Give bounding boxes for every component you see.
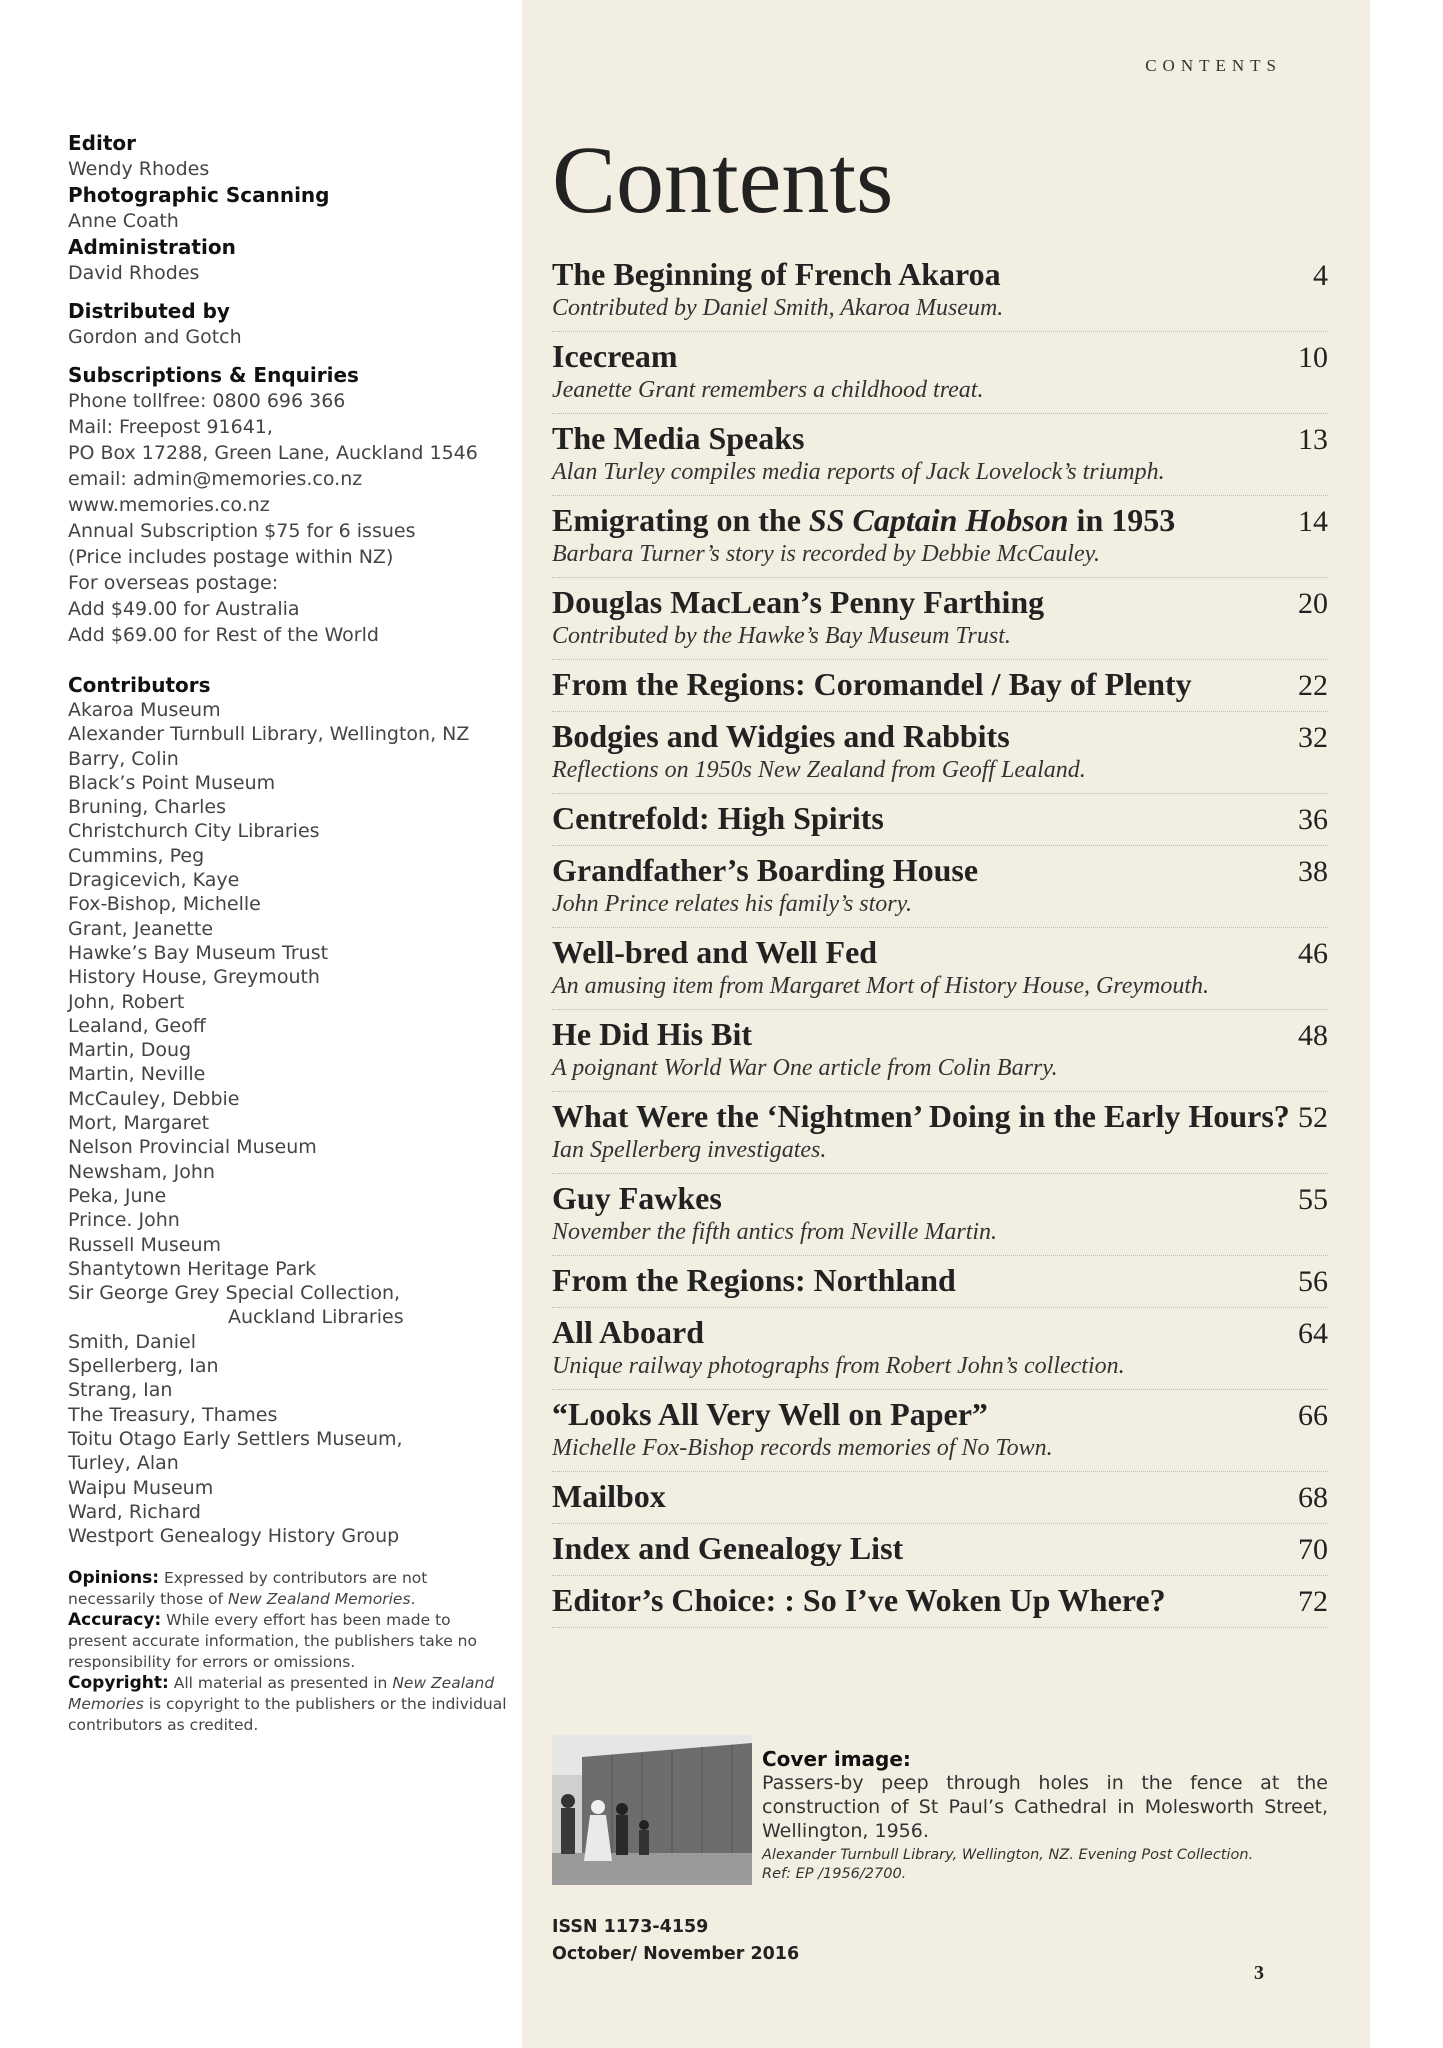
cover-credit-line-2: Ref: EP /1956/2700. <box>762 1866 907 1882</box>
toc-entry-title: From the Regions: Northland <box>552 1262 956 1298</box>
masthead-block <box>68 362 508 648</box>
toc-entry-subtitle: A poignant World War One article from Colin Barry. <box>552 1055 1058 1081</box>
masthead-block <box>68 182 508 234</box>
toc-entry-head <box>552 1478 1328 1515</box>
toc-entry-subtitle: Contributed by the Hawke’s Bay Museum Trust. <box>552 623 1011 649</box>
masthead-label: Administration <box>68 235 236 259</box>
toc-entry-subtitle: Ian Spellerberg investigates. <box>552 1137 827 1163</box>
toc-entry-title <box>552 502 1175 538</box>
disclaimer <box>68 1568 508 1736</box>
toc-entry-subtitle: John Prince relates his family’s story. <box>552 891 912 917</box>
toc-entry[interactable] <box>552 794 1328 846</box>
contributor-name: Cummins, Peg <box>68 844 205 867</box>
toc-entry-head <box>552 1016 1328 1053</box>
contributor-name: Barry, Colin <box>68 747 179 770</box>
contributor-name: Ward, Richard <box>68 1500 201 1523</box>
contributor-name: History House, Greymouth <box>68 966 320 989</box>
copyright-text-1: All material as presented in <box>168 1674 393 1693</box>
table-of-contents <box>552 250 1328 1628</box>
toc-title-part: in 1953 <box>1068 502 1176 538</box>
masthead-line: (Price includes postage within NZ) <box>68 546 394 568</box>
toc-entry-title: The Media Speaks <box>552 420 805 456</box>
toc-entry-head <box>552 420 1328 457</box>
toc-entry-page: 46 <box>1298 937 1328 970</box>
masthead-block <box>68 298 508 350</box>
opinions-text-2: . <box>410 1590 416 1609</box>
toc-entry[interactable] <box>552 414 1328 496</box>
toc-entry[interactable] <box>552 332 1328 414</box>
toc-entry[interactable] <box>552 928 1328 1010</box>
contributor-name: Bruning, Charles <box>68 796 227 819</box>
toc-entry-head <box>552 852 1328 889</box>
issue-date: October/ November 2016 <box>552 1944 800 1964</box>
toc-entry-title: The Beginning of French Akaroa <box>552 256 1001 292</box>
masthead-line: Gordon and Gotch <box>68 326 242 348</box>
cover-caption: Passers-by peep through holes in the fence at the construction of St Paul’s Cathedral in Molesworth Street, Wellington, 1956. <box>762 1772 1328 1842</box>
masthead-line: PO Box 17288, Green Lane, Auckland 1546 <box>68 442 478 464</box>
cover-image-block <box>552 1735 1328 1885</box>
contributor-name: Dragicevich, Kaye <box>68 869 240 892</box>
toc-entry-title: Douglas MacLean’s Penny Farthing <box>552 584 1045 620</box>
toc-entry-head <box>552 934 1328 971</box>
toc-entry-head <box>552 718 1328 755</box>
contributor-name: Toitu Otago Early Settlers Museum, <box>68 1427 403 1450</box>
toc-entry[interactable] <box>552 1576 1328 1628</box>
toc-entry-page: 72 <box>1298 1585 1328 1618</box>
toc-entry-title: From the Regions: Coromandel / Bay of Plenty <box>552 666 1192 702</box>
toc-entry-title: Mailbox <box>552 1478 666 1514</box>
contributor-name: Mort, Margaret <box>68 1112 210 1135</box>
toc-entry[interactable] <box>552 1308 1328 1390</box>
masthead-line: David Rhodes <box>68 262 200 284</box>
toc-entry-page: 36 <box>1298 803 1328 836</box>
toc-entry-page: 13 <box>1298 423 1328 456</box>
contributor-name: Christchurch City Libraries <box>68 820 320 843</box>
cover-caption-block <box>762 1747 1328 1884</box>
cover-credit <box>762 1846 1328 1884</box>
toc-entry-title: What Were the ‘Nightmen’ Doing in the Early Hours? <box>552 1098 1290 1134</box>
toc-entry-head <box>552 1396 1328 1433</box>
accuracy-text: While every effort has been made to present accurate information, the publishers take no responsibility for errors or omissions. <box>68 1611 477 1672</box>
toc-entry-subtitle: Unique railway photographs from Robert John’s collection. <box>552 1353 1125 1379</box>
contributor-name: Sir George Grey Special Collection, <box>68 1282 401 1305</box>
masthead-line: Wendy Rhodes <box>68 158 210 180</box>
masthead-label: Editor <box>68 131 136 155</box>
contributor-name: Auckland Libraries <box>228 1306 404 1329</box>
toc-entry[interactable] <box>552 1010 1328 1092</box>
toc-title-ship-name: SS Captain Hobson <box>808 502 1069 538</box>
contributors-list <box>68 698 508 1548</box>
masthead-label: Distributed by <box>68 299 230 323</box>
toc-entry-subtitle: Reflections on 1950s New Zealand from Geoff Lealand. <box>552 757 1086 783</box>
contributor-name: Waipu Museum <box>68 1476 214 1499</box>
toc-entry-head <box>552 666 1328 703</box>
toc-entry-title: Editor’s Choice: : So I’ve Woken Up Where? <box>552 1582 1166 1618</box>
toc-entry[interactable] <box>552 1524 1328 1576</box>
copyright-label: Copyright: <box>68 1673 169 1694</box>
masthead-line: Annual Subscription $75 for 6 issues <box>68 520 416 542</box>
opinions-label: Opinions: <box>68 1568 160 1589</box>
contributor-name: Lealand, Geoff <box>68 1014 206 1037</box>
issn: ISSN 1173-4159 <box>552 1917 709 1937</box>
opinions-text-1: Expressed by contributors are not necessarily those of <box>68 1569 428 1609</box>
contributor-name: Newsham, John <box>68 1160 215 1183</box>
contributors-heading: Contributors <box>68 673 211 697</box>
accuracy-label: Accuracy: <box>68 1610 162 1631</box>
toc-entry-page: 32 <box>1298 721 1328 754</box>
toc-entry-head <box>552 800 1328 837</box>
toc-entry-page: 68 <box>1298 1481 1328 1514</box>
contents-panel <box>522 0 1370 2048</box>
toc-entry-page: 55 <box>1298 1183 1328 1216</box>
masthead-line: Anne Coath <box>68 210 179 232</box>
toc-entry-title: He Did His Bit <box>552 1016 753 1052</box>
contributor-name: Black’s Point Museum <box>68 771 276 794</box>
contributor-name: Russell Museum <box>68 1233 222 1256</box>
running-head: CONTENTS <box>1145 56 1282 75</box>
contributor-name: Spellerberg, Ian <box>68 1355 219 1378</box>
page-number: 3 <box>1254 1962 1264 1984</box>
masthead-label: Photographic Scanning <box>68 183 330 207</box>
toc-entry-head <box>552 1582 1328 1619</box>
contributors-section <box>68 672 508 1548</box>
toc-entry[interactable] <box>552 1092 1328 1174</box>
toc-entry-title: Index and Genealogy List <box>552 1530 904 1566</box>
contributor-name: Strang, Ian <box>68 1379 173 1402</box>
toc-entry-page: 14 <box>1298 505 1328 538</box>
contributor-name: Turley, Alan <box>68 1452 179 1475</box>
masthead-credits <box>68 130 508 648</box>
toc-entry[interactable] <box>552 1174 1328 1256</box>
toc-entry-page: 4 <box>1313 259 1328 292</box>
toc-entry-subtitle: Michelle Fox-Bishop records memories of No Town. <box>552 1435 1053 1461</box>
toc-entry[interactable] <box>552 712 1328 794</box>
contributor-name: Akaroa Museum <box>68 699 221 721</box>
contributor-name: Nelson Provincial Museum <box>68 1136 317 1159</box>
contributor-name: The Treasury, Thames <box>68 1403 278 1426</box>
toc-entry-page: 10 <box>1298 341 1328 374</box>
masthead-line: Add $69.00 for Rest of the World <box>68 624 379 646</box>
toc-entry-head <box>552 1180 1328 1217</box>
toc-entry-subtitle: Jeanette Grant remembers a childhood treat. <box>552 377 984 403</box>
toc-entry-title: Grandfather’s Boarding House <box>552 852 979 888</box>
toc-entry-page: 20 <box>1298 587 1328 620</box>
toc-entry-head <box>552 338 1328 375</box>
toc-entry-page: 70 <box>1298 1533 1328 1566</box>
contributor-name: Grant, Jeanette <box>68 917 214 940</box>
contributor-name: Peka, June <box>68 1184 167 1207</box>
toc-entry-head <box>552 1098 1328 1135</box>
contributor-name: Martin, Neville <box>68 1063 206 1086</box>
toc-entry-subtitle: Contributed by Daniel Smith, Akaroa Museum. <box>552 295 1004 321</box>
toc-entry-head <box>552 584 1328 621</box>
toc-entry-page: 56 <box>1298 1265 1328 1298</box>
contributor-name: Smith, Daniel <box>68 1330 196 1353</box>
toc-entry[interactable] <box>552 660 1328 712</box>
contributor-name: Prince. John <box>68 1209 180 1232</box>
toc-entry-head <box>552 256 1328 293</box>
masthead-line: www.memories.co.nz <box>68 494 270 516</box>
toc-entry[interactable] <box>552 1390 1328 1472</box>
contributor-name: Shantytown Heritage Park <box>68 1257 317 1280</box>
publication-info <box>552 1914 799 1968</box>
toc-entry-title: “Looks All Very Well on Paper” <box>552 1396 988 1432</box>
masthead-block <box>68 130 508 182</box>
masthead-line: email: admin@memories.co.nz <box>68 468 363 490</box>
toc-entry-page: 52 <box>1298 1101 1328 1134</box>
masthead-block <box>68 234 508 286</box>
masthead-line: Add $49.00 for Australia <box>68 598 300 620</box>
toc-title-part: Emigrating on the <box>552 502 809 538</box>
toc-entry-page: 66 <box>1298 1399 1328 1432</box>
toc-entry-page: 38 <box>1298 855 1328 888</box>
toc-entry-title: Icecream <box>552 338 678 374</box>
toc-entry-head <box>552 502 1328 539</box>
toc-entry[interactable] <box>552 1256 1328 1308</box>
toc-entry-title: Bodgies and Widgies and Rabbits <box>552 718 1010 754</box>
toc-entry[interactable] <box>552 578 1328 660</box>
copyright-text-2: is copyright to the publishers or the individual contributors as credited. <box>68 1695 507 1735</box>
toc-entry-title: Guy Fawkes <box>552 1180 722 1216</box>
toc-entry[interactable] <box>552 250 1328 332</box>
contributor-name: Martin, Doug <box>68 1039 192 1062</box>
cover-photo <box>552 1735 752 1885</box>
toc-entry-head <box>552 1530 1328 1567</box>
cover-credit-line-1: Alexander Turnbull Library, Wellington, NZ. Evening Post Collection. <box>762 1847 1254 1863</box>
toc-entry-subtitle: Alan Turley compiles media reports of Jack Lovelock’s triumph. <box>552 459 1165 485</box>
toc-entry[interactable] <box>552 496 1328 578</box>
masthead-line: Mail: Freepost 91641, <box>68 416 273 438</box>
toc-entry-page: 48 <box>1298 1019 1328 1052</box>
masthead-line: For overseas postage: <box>68 572 279 594</box>
toc-entry-head <box>552 1314 1328 1351</box>
toc-entry-head <box>552 1262 1328 1299</box>
contributor-name: Alexander Turnbull Library, Wellington, NZ <box>68 723 470 746</box>
masthead-column <box>68 130 508 1736</box>
toc-entry-subtitle: An amusing item from Margaret Mort of History House, Greymouth. <box>552 973 1210 999</box>
toc-entry-title: Well-bred and Well Fed <box>552 934 878 970</box>
contributor-name: Hawke’s Bay Museum Trust <box>68 941 329 964</box>
toc-entry-title: All Aboard <box>552 1314 705 1350</box>
toc-entry[interactable] <box>552 846 1328 928</box>
publication-name: New Zealand Memories <box>227 1590 411 1609</box>
publication-name-2: New Zealand Memories <box>68 1674 495 1714</box>
toc-entry-page: 22 <box>1298 669 1328 702</box>
toc-entry-subtitle: Barbara Turner’s story is recorded by Debbie McCauley. <box>552 541 1100 567</box>
toc-entry[interactable] <box>552 1472 1328 1524</box>
toc-entry-title: Centrefold: High Spirits <box>552 800 884 836</box>
page-title: Contents <box>552 126 894 233</box>
contributor-name: John, Robert <box>68 990 185 1013</box>
masthead-label: Subscriptions & Enquiries <box>68 363 359 387</box>
contributor-name: Fox-Bishop, Michelle <box>68 893 261 916</box>
masthead-line: Phone tollfree: 0800 696 366 <box>68 390 346 412</box>
cover-heading: Cover image: <box>762 1747 911 1771</box>
toc-entry-subtitle: November the fifth antics from Neville Martin. <box>552 1219 998 1245</box>
contributor-name: Westport Genealogy History Group <box>68 1525 400 1548</box>
contributor-name: McCauley, Debbie <box>68 1087 240 1110</box>
toc-entry-page: 64 <box>1298 1317 1328 1350</box>
